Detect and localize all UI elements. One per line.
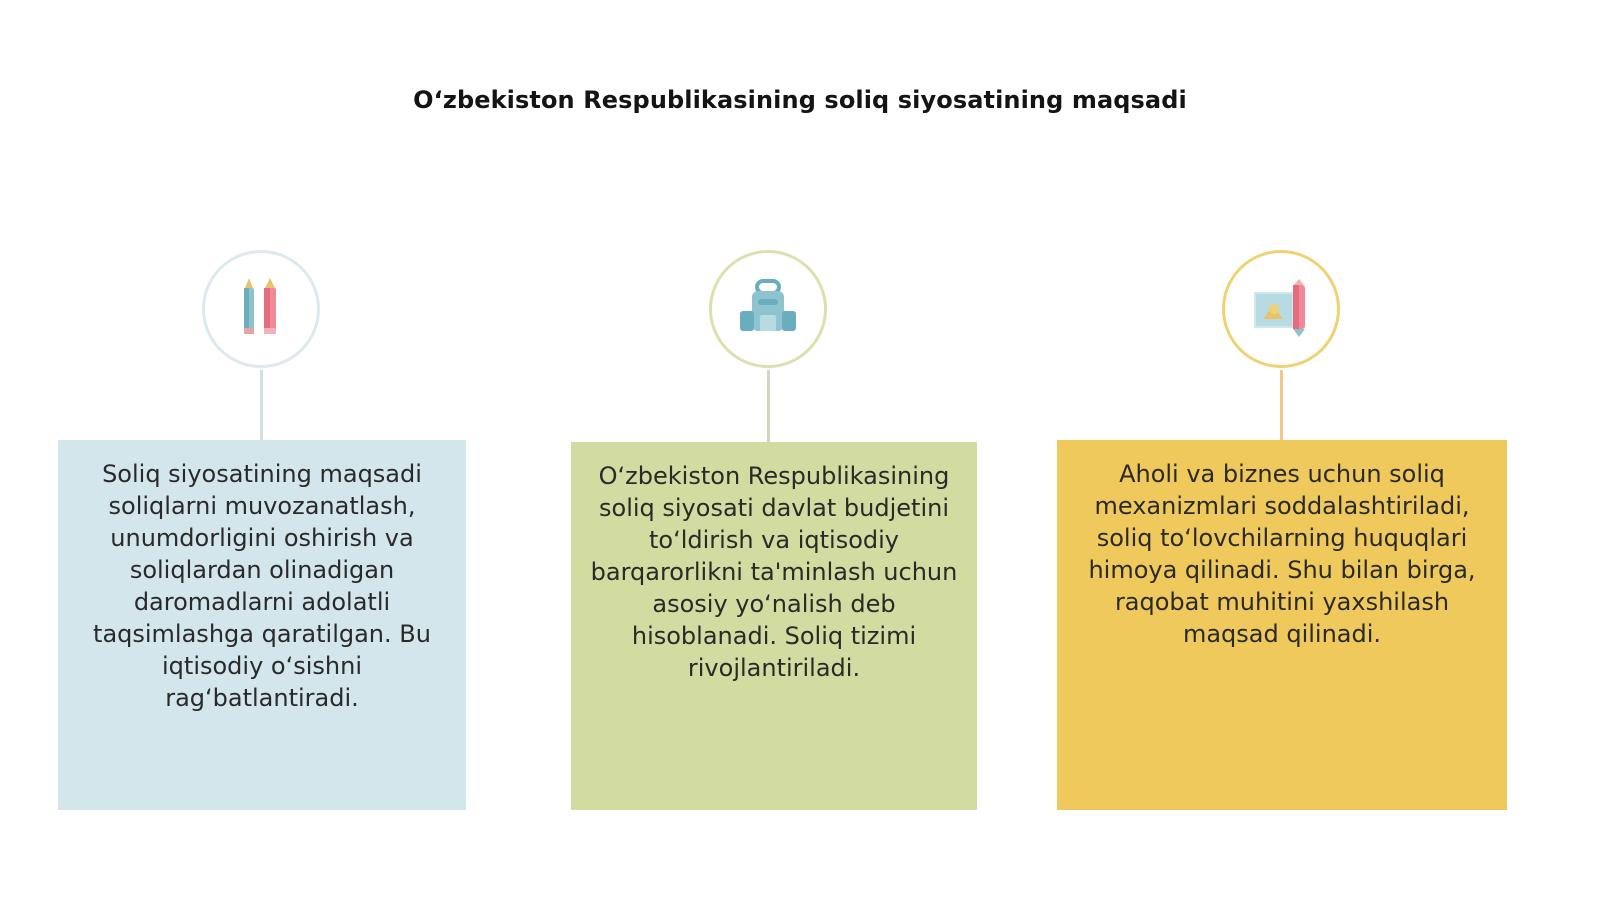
goal-card-2-text: O‘zbekiston Respublikasining soliq siyosati davlat budjetini to‘ldirish va iqtisodiy barqarorlikni ta'minlash uchun asosiy yo‘nalish deb hisoblanadi. Soliq tizimi rivojlantiriladi.	[590, 462, 958, 682]
icon-ring-2	[709, 250, 827, 368]
connector-line-1	[260, 370, 263, 440]
goal-card-1-text: Soliq siyosatining maqsadi soliqlarni muvozanatlash, unumdorligini oshirish va soliqlardan olinadigan daromadlarni adolatli taqsimlashga qaratilgan. Bu iqtisodiy o‘sishni rag‘batlantiradi.	[93, 460, 431, 712]
goal-card-3-text: Aholi va biznes uchun soliq mexanizmlari soddalashtiriladi, soliq to‘lovchilarning huquqlari himoya qilinadi. Shu bilan birga, raqobat muhitini yaxshilash maqsad qilinadi.	[1088, 460, 1476, 648]
pencils-icon	[236, 278, 286, 340]
goal-card-1	[58, 440, 466, 810]
icon-ring-3	[1222, 250, 1340, 368]
connector-line-3	[1280, 370, 1283, 440]
drawing-pencil-icon	[1251, 279, 1311, 339]
connector-line-2	[767, 370, 770, 442]
goal-card-3	[1057, 440, 1507, 810]
goal-card-2	[571, 442, 977, 810]
page-title: O‘zbekiston Respublikasining soliq siyosatining maqsadi	[413, 86, 1187, 114]
backpack-icon	[738, 279, 798, 339]
icon-ring-1	[202, 250, 320, 368]
